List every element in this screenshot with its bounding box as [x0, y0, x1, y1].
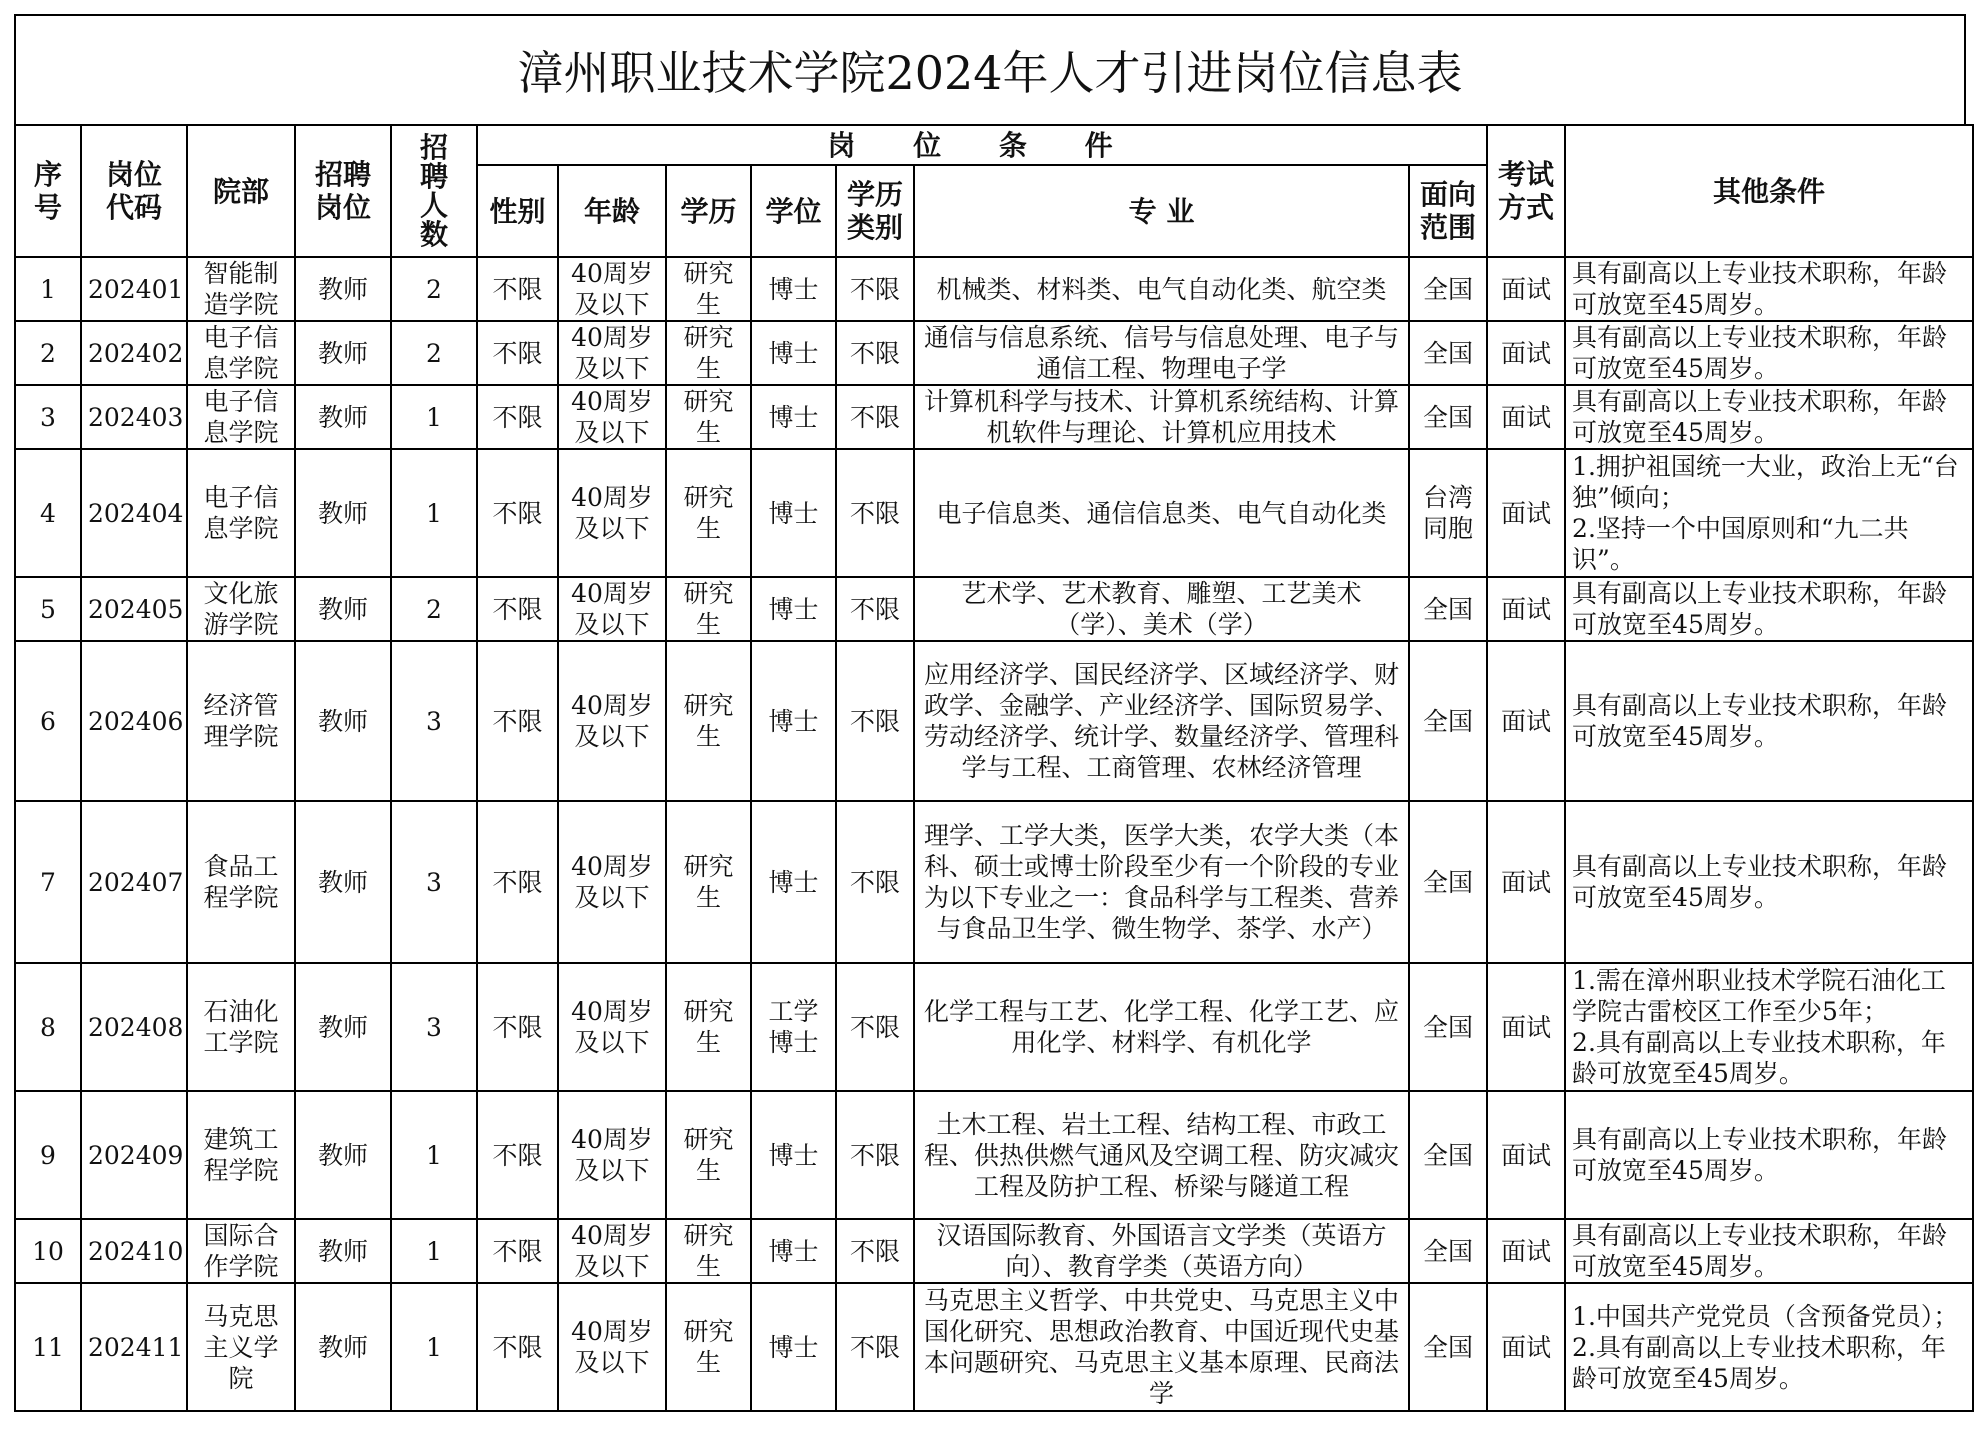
- cell-major: 土木工程、岩土工程、结构工程、市政工程、供热供燃气通风及空调工程、防灾减灾工程及防护工程、桥梁与隧道工程: [914, 1091, 1409, 1219]
- header-dept: 院部: [187, 125, 295, 257]
- cell-position: 教师: [295, 577, 391, 641]
- cell-degree: 博士: [751, 641, 836, 801]
- header-education: 学历: [666, 165, 751, 257]
- cell-scope: 全国: [1409, 577, 1487, 641]
- recruitment-sheet: [14, 14, 1966, 1412]
- cell-position: 教师: [295, 321, 391, 385]
- cell-code: 202411: [81, 1283, 187, 1411]
- cell-exam: 面试: [1487, 963, 1565, 1091]
- cell-scope: 全国: [1409, 257, 1487, 321]
- cell-seq: 1: [15, 257, 81, 321]
- cell-scope: 全国: [1409, 1283, 1487, 1411]
- cell-code: 202402: [81, 321, 187, 385]
- header-position: 招聘 岗位: [295, 125, 391, 257]
- cell-other: 1.中国共产党党员（含预备党员）； 2.具有副高以上专业技术职称，年龄可放宽至45周岁。: [1565, 1283, 1973, 1411]
- cell-exam: 面试: [1487, 257, 1565, 321]
- cell-seq: 7: [15, 801, 81, 963]
- cell-age: 40周岁及以下: [558, 641, 666, 801]
- cell-major: 理学、工学大类，医学大类，农学大类（本科、硕士或博士阶段至少有一个阶段的专业为以下专业之一：食品科学与工程类、营养与食品卫生学、微生物学、茶学、水产）: [914, 801, 1409, 963]
- cell-degree: 博士: [751, 801, 836, 963]
- cell-dept: 文化旅游学院: [187, 577, 295, 641]
- cell-major: 马克思主义哲学、中共党史、马克思主义中国化研究、思想政治教育、中国近现代史基本问题研究、马克思主义基本原理、民商法学: [914, 1283, 1409, 1411]
- cell-other: 具有副高以上专业技术职称，年龄可放宽至45周岁。: [1565, 577, 1973, 641]
- cell-major: 艺术学、艺术教育、雕塑、工艺美术（学）、美术（学）: [914, 577, 1409, 641]
- cell-code: 202404: [81, 449, 187, 577]
- cell-edu-type: 不限: [836, 385, 914, 449]
- cell-count: 1: [391, 1219, 477, 1283]
- cell-major: 应用经济学、国民经济学、区域经济学、财政学、金融学、产业经济学、国际贸易学、劳动经济学、统计学、数量经济学、管理科学与工程、工商管理、农林经济管理: [914, 641, 1409, 801]
- cell-other: 具有副高以上专业技术职称，年龄可放宽至45周岁。: [1565, 257, 1973, 321]
- cell-scope: 全国: [1409, 641, 1487, 801]
- cell-scope: 全国: [1409, 385, 1487, 449]
- cell-seq: 3: [15, 385, 81, 449]
- cell-position: 教师: [295, 1219, 391, 1283]
- cell-code: 202409: [81, 1091, 187, 1219]
- cell-gender: 不限: [477, 577, 558, 641]
- cell-position: 教师: [295, 257, 391, 321]
- cell-position: 教师: [295, 449, 391, 577]
- cell-education: 研究生: [666, 1219, 751, 1283]
- cell-degree: 博士: [751, 577, 836, 641]
- table-row: [15, 449, 1973, 577]
- cell-scope: 台湾同胞: [1409, 449, 1487, 577]
- cell-gender: 不限: [477, 641, 558, 801]
- cell-education: 研究生: [666, 257, 751, 321]
- cell-count: 3: [391, 641, 477, 801]
- cell-scope: 全国: [1409, 1219, 1487, 1283]
- cell-education: 研究生: [666, 1091, 751, 1219]
- cell-other: 具有副高以上专业技术职称，年龄可放宽至45周岁。: [1565, 385, 1973, 449]
- cell-education: 研究生: [666, 321, 751, 385]
- cell-position: 教师: [295, 1283, 391, 1411]
- table-row: [15, 1219, 1973, 1283]
- cell-seq: 11: [15, 1283, 81, 1411]
- cell-degree: 博士: [751, 1283, 836, 1411]
- cell-degree: 博士: [751, 385, 836, 449]
- cell-exam: 面试: [1487, 449, 1565, 577]
- cell-other: 具有副高以上专业技术职称，年龄可放宽至45周岁。: [1565, 1219, 1973, 1283]
- cell-count: 3: [391, 801, 477, 963]
- cell-degree: 博士: [751, 449, 836, 577]
- cell-code: 202407: [81, 801, 187, 963]
- header-code: 岗位 代码: [81, 125, 187, 257]
- cell-position: 教师: [295, 1091, 391, 1219]
- cell-exam: 面试: [1487, 577, 1565, 641]
- header-age: 年龄: [558, 165, 666, 257]
- cell-age: 40周岁及以下: [558, 321, 666, 385]
- cell-gender: 不限: [477, 321, 558, 385]
- cell-degree: 博士: [751, 1219, 836, 1283]
- cell-count: 3: [391, 963, 477, 1091]
- table-row: [15, 801, 1973, 963]
- cell-age: 40周岁及以下: [558, 1091, 666, 1219]
- table-row: [15, 577, 1973, 641]
- cell-major: 机械类、材料类、电气自动化类、航空类: [914, 257, 1409, 321]
- cell-age: 40周岁及以下: [558, 449, 666, 577]
- header-edu-type: 学历 类别: [836, 165, 914, 257]
- cell-scope: 全国: [1409, 321, 1487, 385]
- header-count: 招 聘 人 数: [391, 125, 477, 257]
- cell-education: 研究生: [666, 385, 751, 449]
- header-degree: 学位: [751, 165, 836, 257]
- cell-gender: 不限: [477, 449, 558, 577]
- cell-dept: 石油化工学院: [187, 963, 295, 1091]
- table-row: [15, 963, 1973, 1091]
- cell-edu-type: 不限: [836, 1283, 914, 1411]
- cell-code: 202410: [81, 1219, 187, 1283]
- cell-dept: 建筑工程学院: [187, 1091, 295, 1219]
- header-major: 专 业: [914, 165, 1409, 257]
- cell-dept: 电子信息学院: [187, 449, 295, 577]
- cell-count: 1: [391, 1283, 477, 1411]
- cell-code: 202406: [81, 641, 187, 801]
- cell-dept: 国际合作学院: [187, 1219, 295, 1283]
- cell-education: 研究生: [666, 641, 751, 801]
- cell-count: 1: [391, 449, 477, 577]
- cell-seq: 9: [15, 1091, 81, 1219]
- table-row: [15, 1091, 1973, 1219]
- cell-education: 研究生: [666, 801, 751, 963]
- cell-seq: 6: [15, 641, 81, 801]
- cell-exam: 面试: [1487, 1283, 1565, 1411]
- cell-seq: 8: [15, 963, 81, 1091]
- cell-age: 40周岁及以下: [558, 963, 666, 1091]
- cell-major: 电子信息类、通信信息类、电气自动化类: [914, 449, 1409, 577]
- cell-position: 教师: [295, 801, 391, 963]
- cell-major: 计算机科学与技术、计算机系统结构、计算机软件与理论、计算机应用技术: [914, 385, 1409, 449]
- cell-other: 1.拥护祖国统一大业，政治上无“台独”倾向； 2.坚持一个中国原则和“九二共识”。: [1565, 449, 1973, 577]
- table-body: [15, 257, 1973, 1411]
- cell-dept: 马克思主义学院: [187, 1283, 295, 1411]
- table-row: [15, 1283, 1973, 1411]
- cell-dept: 电子信息学院: [187, 385, 295, 449]
- cell-other: 具有副高以上专业技术职称，年龄可放宽至45周岁。: [1565, 1091, 1973, 1219]
- cell-edu-type: 不限: [836, 321, 914, 385]
- cell-education: 研究生: [666, 1283, 751, 1411]
- header-conditions: 岗 位 条 件: [477, 125, 1487, 165]
- cell-degree: 工学博士: [751, 963, 836, 1091]
- cell-dept: 食品工程学院: [187, 801, 295, 963]
- header-scope: 面向 范围: [1409, 165, 1487, 257]
- cell-count: 1: [391, 385, 477, 449]
- header-other: 其他条件: [1565, 125, 1973, 257]
- cell-seq: 5: [15, 577, 81, 641]
- cell-other: 具有副高以上专业技术职称，年龄可放宽至45周岁。: [1565, 321, 1973, 385]
- cell-code: 202403: [81, 385, 187, 449]
- cell-exam: 面试: [1487, 321, 1565, 385]
- cell-gender: 不限: [477, 1219, 558, 1283]
- cell-age: 40周岁及以下: [558, 257, 666, 321]
- header-exam: 考试 方式: [1487, 125, 1565, 257]
- cell-gender: 不限: [477, 1091, 558, 1219]
- cell-gender: 不限: [477, 385, 558, 449]
- cell-exam: 面试: [1487, 801, 1565, 963]
- cell-exam: 面试: [1487, 641, 1565, 801]
- cell-exam: 面试: [1487, 1091, 1565, 1219]
- cell-count: 2: [391, 321, 477, 385]
- cell-dept: 智能制造学院: [187, 257, 295, 321]
- cell-count: 1: [391, 1091, 477, 1219]
- cell-degree: 博士: [751, 321, 836, 385]
- cell-code: 202405: [81, 577, 187, 641]
- table-row: [15, 385, 1973, 449]
- cell-major: 汉语国际教育、外国语言文学类（英语方向）、教育学类（英语方向）: [914, 1219, 1409, 1283]
- cell-age: 40周岁及以下: [558, 385, 666, 449]
- header-gender: 性别: [477, 165, 558, 257]
- cell-other: 1.需在漳州职业技术学院石油化工学院古雷校区工作至少5年； 2.具有副高以上专业技术职称，年龄可放宽至45周岁。: [1565, 963, 1973, 1091]
- cell-gender: 不限: [477, 1283, 558, 1411]
- cell-age: 40周岁及以下: [558, 577, 666, 641]
- cell-scope: 全国: [1409, 963, 1487, 1091]
- cell-gender: 不限: [477, 257, 558, 321]
- cell-age: 40周岁及以下: [558, 801, 666, 963]
- cell-position: 教师: [295, 641, 391, 801]
- positions-table: [14, 124, 1974, 1412]
- cell-age: 40周岁及以下: [558, 1283, 666, 1411]
- table-row: [15, 321, 1973, 385]
- cell-seq: 10: [15, 1219, 81, 1283]
- cell-degree: 博士: [751, 257, 836, 321]
- cell-dept: 电子信息学院: [187, 321, 295, 385]
- cell-edu-type: 不限: [836, 1219, 914, 1283]
- cell-exam: 面试: [1487, 1219, 1565, 1283]
- cell-gender: 不限: [477, 963, 558, 1091]
- cell-edu-type: 不限: [836, 641, 914, 801]
- cell-scope: 全国: [1409, 1091, 1487, 1219]
- cell-gender: 不限: [477, 801, 558, 963]
- cell-edu-type: 不限: [836, 577, 914, 641]
- cell-other: 具有副高以上专业技术职称，年龄可放宽至45周岁。: [1565, 801, 1973, 963]
- cell-seq: 4: [15, 449, 81, 577]
- cell-age: 40周岁及以下: [558, 1219, 666, 1283]
- cell-exam: 面试: [1487, 385, 1565, 449]
- cell-seq: 2: [15, 321, 81, 385]
- cell-edu-type: 不限: [836, 449, 914, 577]
- cell-degree: 博士: [751, 1091, 836, 1219]
- cell-edu-type: 不限: [836, 257, 914, 321]
- cell-edu-type: 不限: [836, 963, 914, 1091]
- cell-position: 教师: [295, 963, 391, 1091]
- cell-position: 教师: [295, 385, 391, 449]
- cell-edu-type: 不限: [836, 1091, 914, 1219]
- cell-edu-type: 不限: [836, 801, 914, 963]
- cell-major: 化学工程与工艺、化学工程、化学工艺、应用化学、材料学、有机化学: [914, 963, 1409, 1091]
- cell-count: 2: [391, 577, 477, 641]
- cell-education: 研究生: [666, 577, 751, 641]
- cell-other: 具有副高以上专业技术职称，年龄可放宽至45周岁。: [1565, 641, 1973, 801]
- cell-major: 通信与信息系统、信号与信息处理、电子与通信工程、物理电子学: [914, 321, 1409, 385]
- cell-education: 研究生: [666, 963, 751, 1091]
- header-seq: 序 号: [15, 125, 81, 257]
- table-row: [15, 641, 1973, 801]
- cell-dept: 经济管理学院: [187, 641, 295, 801]
- page-title: 漳州职业技术学院2024年人才引进岗位信息表: [14, 14, 1966, 124]
- table-row: [15, 257, 1973, 321]
- cell-count: 2: [391, 257, 477, 321]
- cell-code: 202408: [81, 963, 187, 1091]
- cell-scope: 全国: [1409, 801, 1487, 963]
- cell-code: 202401: [81, 257, 187, 321]
- cell-education: 研究生: [666, 449, 751, 577]
